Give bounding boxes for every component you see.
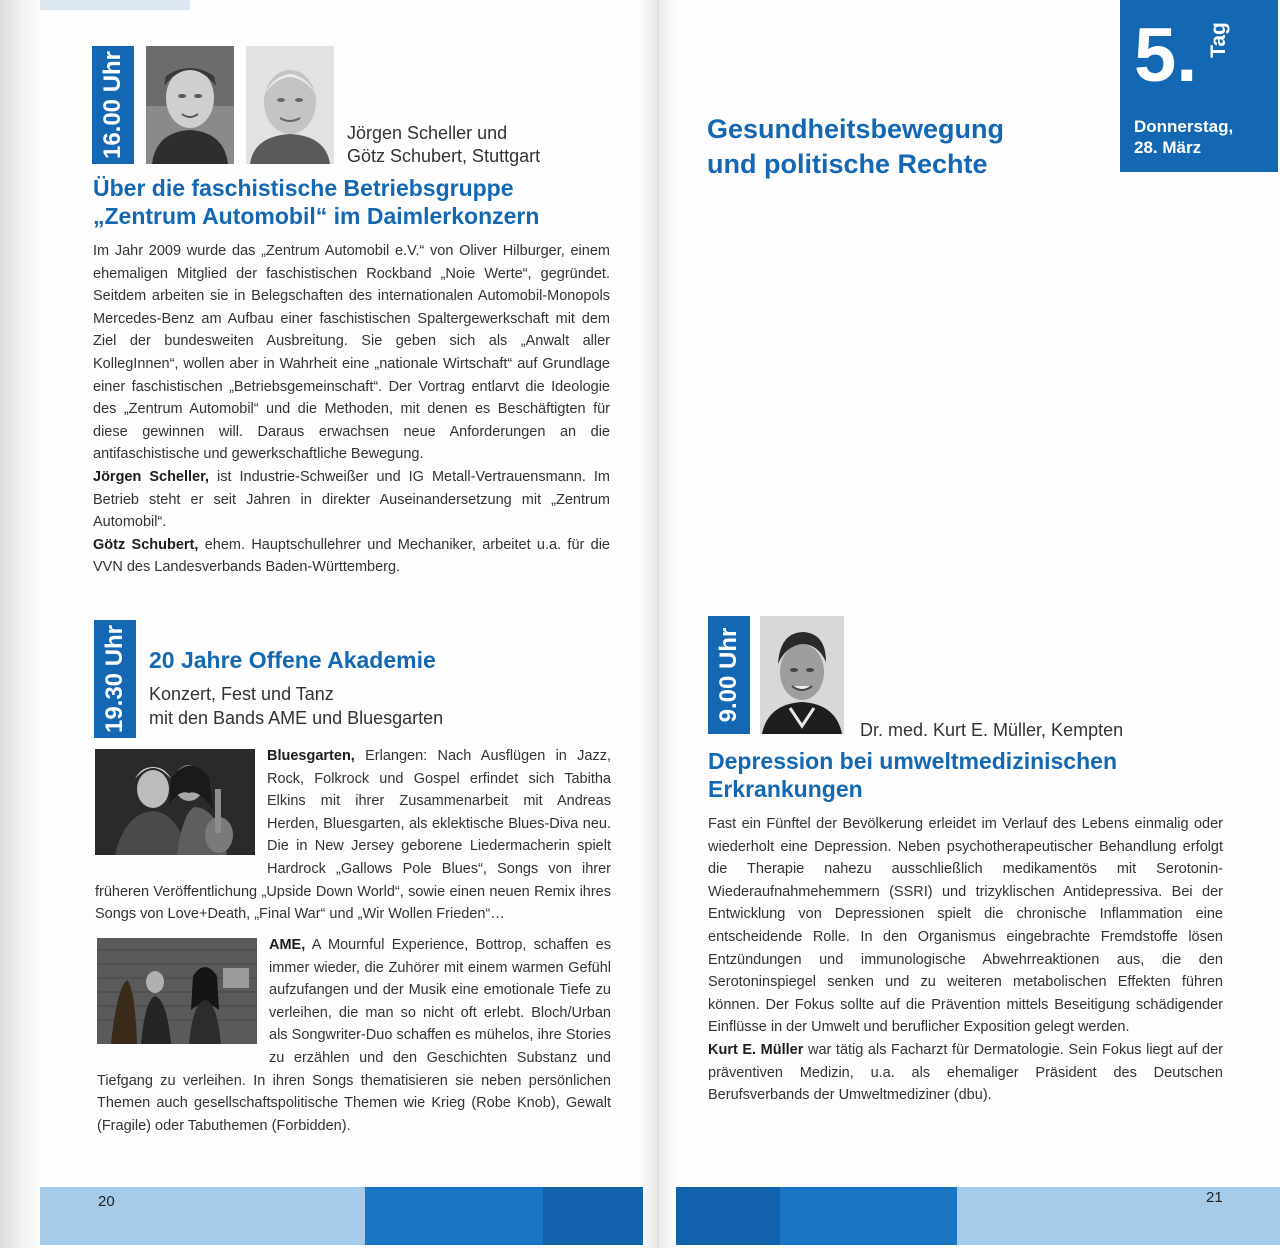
section-title xyxy=(707,112,1004,182)
event1-paragraph: Im Jahr 2009 wurde das „Zentrum Automobil e.V.“ von Oliver Hilburger, einem ehemaligen Mitglied der faschistischen Rockband „Noie Werte“, gegründet. Seitdem arbeiten sie in Belegschaften des internationalen Automobil-Monopols Mercedes-Benz am Aufbau einer faschistischen Spaltergewerkschaft mit dem Ziel der bundesweiten Ausbreitung. Sie geben sich als „Anwalt aller KollegInnen“, wollen aber in Wahrheit eine „nationale Wirtschaft“ auf Grundlage einer faschistischen „Betriebsgemeinschaft“. Der Vortrag entlarvt die Ideologie des „Zentrum Automobil“ und die Methoden, mit denen es Beschäftigten für diese gewinnen will. Daraus erwachsen neue Anforderungen an die antifaschistische und gewerkschaftliche Bewegung. xyxy=(93,243,610,463)
speaker-name-mueller: Dr. med. Kurt E. Müller, Kempten xyxy=(860,720,1124,740)
day-weekday: Donnerstag, xyxy=(1134,117,1234,136)
band-name: Bluesgarten, xyxy=(267,748,355,764)
event2-subtitle xyxy=(149,682,443,730)
speaker-photo-schubert xyxy=(246,46,334,164)
day-word-wrap xyxy=(1203,10,1235,70)
bio-schubert xyxy=(93,534,610,579)
book-gutter xyxy=(640,0,676,1248)
event3-title-line-1: Depression bei umweltmedizinischen xyxy=(708,748,1117,774)
band-name: AME, xyxy=(269,937,306,953)
event3-body xyxy=(708,813,1223,1107)
bio-text: ehem. Hauptschullehrer und Mechaniker, arbeitet u.a. für die VVN des Landesverbands Baden-Württemberg. xyxy=(93,536,610,576)
day-date xyxy=(1134,116,1233,158)
time-badge-1930 xyxy=(94,620,136,738)
footer-bar-dark-right xyxy=(676,1187,780,1245)
subtitle-line-2: mit den Bands AME und Bluesgarten xyxy=(149,708,444,728)
photo-wrap-spacer xyxy=(97,934,269,1052)
section-title-line-1: Gesundheitsbewegung xyxy=(707,114,1005,144)
event1-title xyxy=(93,174,539,230)
day-word: Tag xyxy=(1207,22,1230,58)
bio-name: Jörgen Scheller, xyxy=(93,468,209,485)
day-calendar-date: 28. März xyxy=(1134,138,1202,157)
event3-title-line-2: Erkrankungen xyxy=(708,776,863,802)
bio-mueller xyxy=(708,1039,1223,1107)
speaker-photo-mueller xyxy=(760,616,844,734)
band-text: Erlangen: Nach Ausflügen in Jazz, Rock, Folkrock und Gospel erfindet sich Tabitha Elkins mit ihrer Zusammenarbeit mit Andreas Herden, Bluesgarten, als eklektische Blues-Diva neu. Die in New Jersey geborene Liedermacherin spielt Hardrock „Gallows Pole Blues“, Songs von ihrer früheren Veröffentlichung „Upside Down World“, sowie einen neuen Remix ihres Songs von Love+Death, „Final War“ und „Wir Wollen Frieden“… xyxy=(95,748,611,923)
time-label: 19.30 Uhr xyxy=(101,624,128,734)
band-bluesgarten-text xyxy=(95,745,611,926)
time-label: 9.00 Uhr xyxy=(715,627,742,723)
footer-bar-dark xyxy=(543,1187,643,1245)
time-label: 16.00 Uhr xyxy=(99,50,126,160)
speaker-line-1: Jörgen Scheller und xyxy=(347,123,508,143)
bio-name: Götz Schubert, xyxy=(93,536,199,553)
event1-body xyxy=(93,240,610,579)
speaker-photo-scheller xyxy=(146,46,234,164)
band-text: A Mournful Experience, Bottrop, schaffen es immer wieder, die Zuhörer mit einem warmen Gefühl aufzufangen und der Musik eine emotionale Tiefe zu verleihen, die man so nicht oft erlebt. Bloch/Urban als Songwriter-Duo schaffen es mühelos, ihre Stories zu erzählen und den Geschichten Substanz und Tiefgang zu verleihen. In ihren Songs thematisieren sie neben persönlichen Themen auch gesellschaftspolitische Themen wie Krieg (Robe Knob), Gewalt (Fragile) oder Tabuthemen (Forbidden). xyxy=(97,937,611,1134)
day-number: 5. xyxy=(1134,13,1198,98)
event2-title: 20 Jahre Offene Akademie xyxy=(149,647,436,673)
page-edge-shadow xyxy=(0,0,40,1248)
bio-text: war tätig als Facharzt für Dermatologie. Sein Fokus liegt auf der präventiven Medizin, u.a. als ehemaliger Präsident des Deutschen Berufsverbands der Umweltmediziner (dbu). xyxy=(708,1041,1223,1104)
event1-title-line-1: Über die faschistische Betriebsgruppe xyxy=(93,175,514,201)
page-number-right: 21 xyxy=(1206,1189,1223,1206)
event3-title xyxy=(708,747,1117,803)
bio-name: Kurt E. Müller xyxy=(708,1041,804,1058)
subtitle-line-1: Konzert, Fest und Tanz xyxy=(149,684,334,704)
speaker-names xyxy=(347,122,540,168)
time-badge-16 xyxy=(92,46,134,164)
page-edge-tint xyxy=(40,0,190,10)
footer-bar-mid-right xyxy=(780,1187,957,1245)
photo-wrap-spacer xyxy=(95,745,267,863)
section-title-line-2: und politische Rechte xyxy=(707,149,988,179)
band-ame-text xyxy=(97,934,611,1137)
time-badge-900 xyxy=(708,616,750,734)
event1-title-line-2: „Zentrum Automobil“ im Daimlerkonzern xyxy=(93,203,540,229)
footer-bar-light-left xyxy=(40,1187,365,1245)
footer-bar-light-right xyxy=(957,1187,1280,1245)
day-badge xyxy=(1120,0,1278,172)
bio-text: ist Industrie-Schweißer und IG Metall-Vertrauensmann. Im Betrieb steht er seit Jahren in direkter Auseinandersetzung mit „Zentrum Automobil“. xyxy=(93,468,610,531)
footer-bar-mid xyxy=(365,1187,543,1245)
bio-scheller xyxy=(93,466,610,534)
speaker-line-2: Götz Schubert, Stuttgart xyxy=(347,146,541,166)
page-number-left: 20 xyxy=(98,1193,115,1210)
event3-paragraph: Fast ein Fünftel der Bevölkerung erleidet im Verlauf des Lebens einmalig oder wiederholt eine Depression. Neben psychotherapeutischer Behandlung erfolgt die Therapie nahezu ausschließlich medikamentös mit Serotonin-Wiederaufnahmehemmern (SSRI) und trizyklischen Antidepressiva. Bei der Entwicklung von Depressionen spielt die chronische Inflammation eine entscheidende Rolle. In den Organismus eingebrachte Fremdstoffe lösen Entzündungen und immunologische Abwehrreaktionen aus, die den Serotoninspiegel senken und zu weiteren metabolischen Effekten führen können. Der Fokus sollte auf die Prävention mittels Beseitigung schädigender Einflüsse in der Umwelt und beruflicher Exposition gelegt werden. xyxy=(708,816,1223,1036)
